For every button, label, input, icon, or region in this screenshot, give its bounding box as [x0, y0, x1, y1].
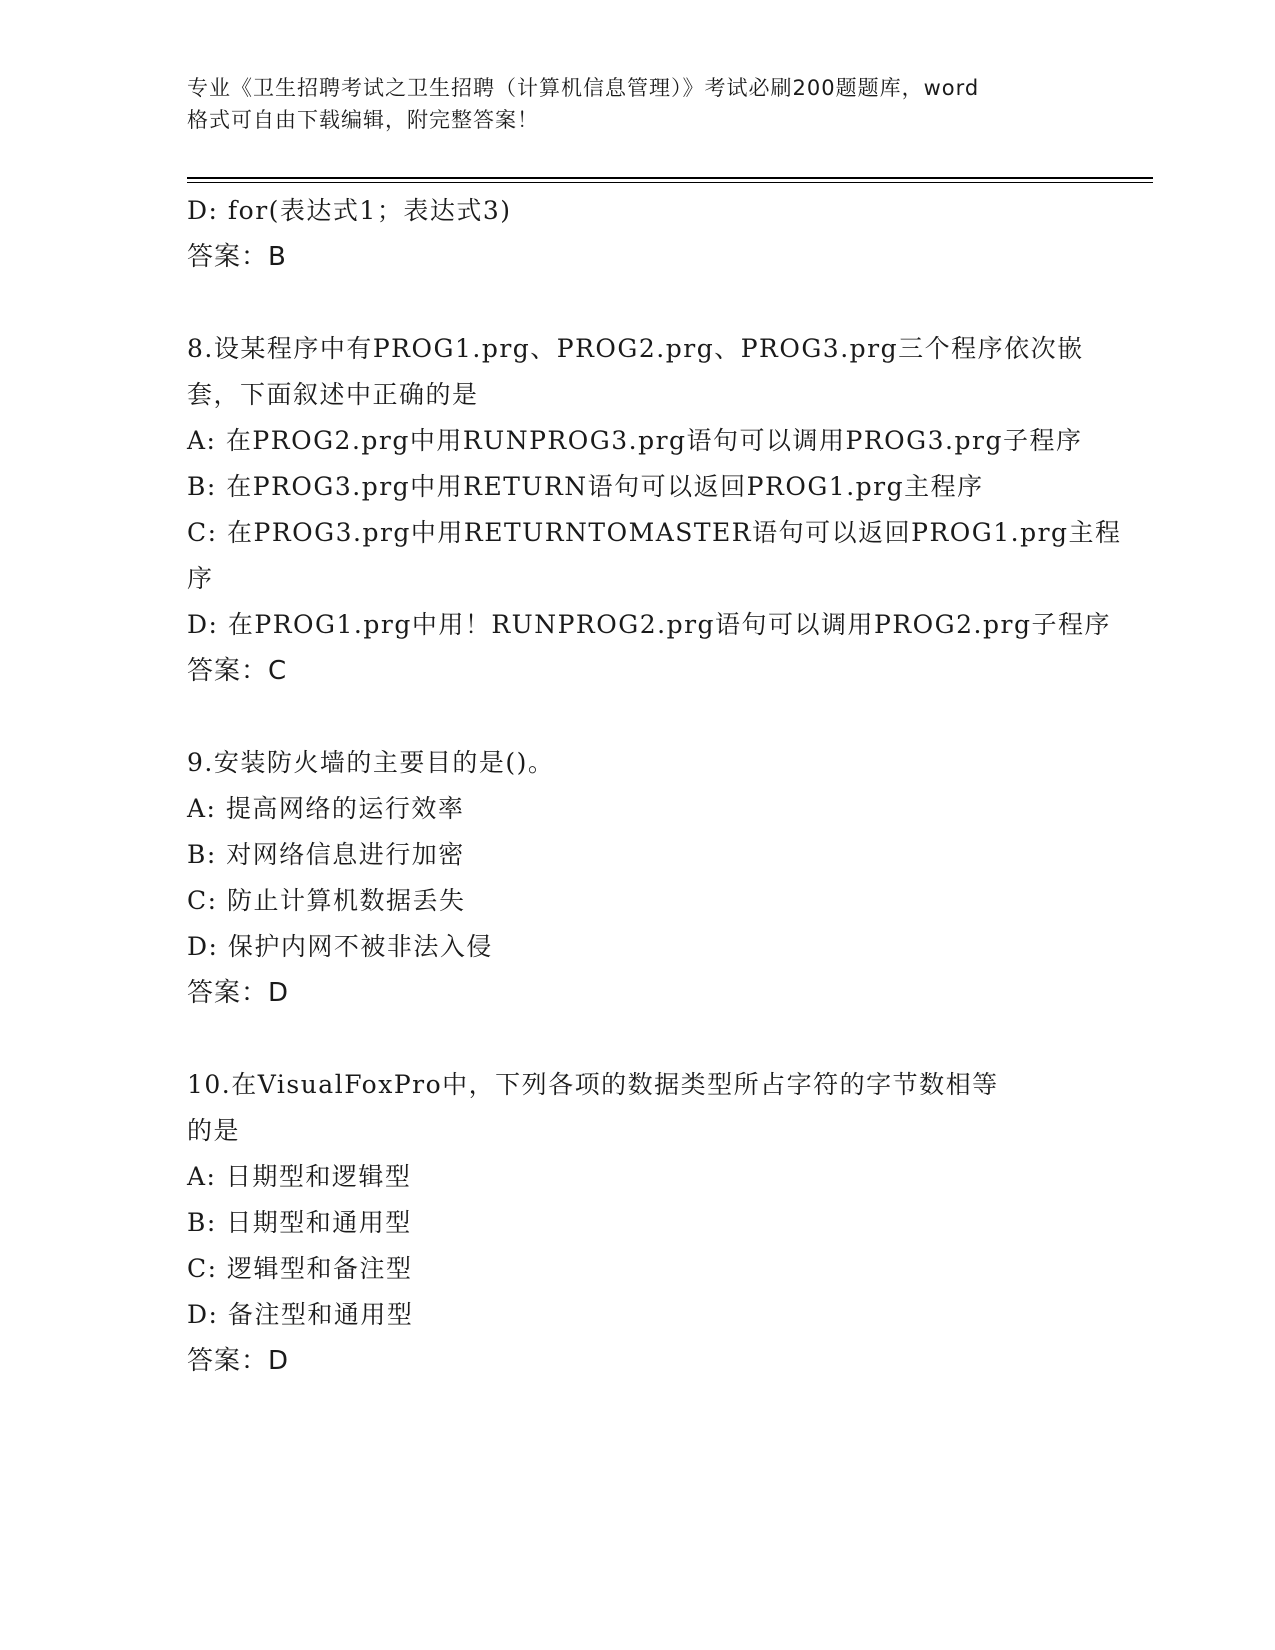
spacer [187, 280, 1087, 326]
answer: 答案：D [187, 978, 290, 1008]
option-a: A: 提高网络的运行效率 [187, 794, 465, 823]
answer: 答案：D [187, 1346, 290, 1376]
header-divider-thick [187, 177, 1153, 179]
spacer [187, 694, 1087, 740]
question-10 [187, 1062, 1087, 1384]
question-list [187, 188, 1122, 1384]
header-line-2: 格式可自由下载编辑，附完整答案！ [187, 108, 539, 132]
option-c: C: 在PROG3.prg中用RETURNTOMASTER语句可以返回PROG1.prg主程 [187, 518, 1122, 547]
spacer [187, 1016, 1087, 1062]
option-b: B: 日期型和通用型 [187, 1208, 412, 1237]
question-stem-continued: 的是 [187, 1116, 241, 1145]
question-stem: 8.设某程序中有PROG1.prg、PROG2.prg、PROG3.prg三个程序依次嵌 [187, 334, 1084, 363]
option-b: B: 在PROG3.prg中用RETURN语句可以返回PROG1.prg主程序 [187, 472, 984, 501]
option-d: D: 备注型和通用型 [187, 1300, 414, 1329]
header-divider-thin [187, 182, 1153, 183]
question-9 [187, 740, 1087, 1016]
question-8 [187, 326, 1122, 694]
header-line-1: 专业《卫生招聘考试之卫生招聘（计算机信息管理）》考试必刷200题题库，word [187, 76, 980, 100]
question-stem: 9.安装防火墙的主要目的是()。 [187, 748, 555, 777]
document-header [187, 72, 1087, 136]
question-7-tail [187, 188, 1087, 280]
option-c: C: 防止计算机数据丢失 [187, 886, 466, 915]
option-a: A: 在PROG2.prg中用RUNPROG3.prg语句可以调用PROG3.prg子程序 [187, 426, 1083, 455]
question-stem-continued: 套，下面叙述中正确的是 [187, 380, 479, 409]
option-b: B: 对网络信息进行加密 [187, 840, 465, 869]
answer: 答案：C [187, 656, 288, 686]
answer: 答案：B [187, 242, 287, 272]
option-a: A: 日期型和逻辑型 [187, 1162, 412, 1191]
option-c: C: 逻辑型和备注型 [187, 1254, 413, 1283]
option-d: D: 保护内网不被非法入侵 [187, 932, 493, 961]
question-stem: 10.在VisualFoxPro中，下列各项的数据类型所占字符的字节数相等 [187, 1070, 999, 1099]
option-c-continued: 序 [187, 564, 214, 593]
option-d: D: 在PROG1.prg中用！RUNPROG2.prg语句可以调用PROG2.prg子程序 [187, 610, 1111, 639]
option-d: D: for(表达式1；表达式3) [187, 196, 512, 225]
